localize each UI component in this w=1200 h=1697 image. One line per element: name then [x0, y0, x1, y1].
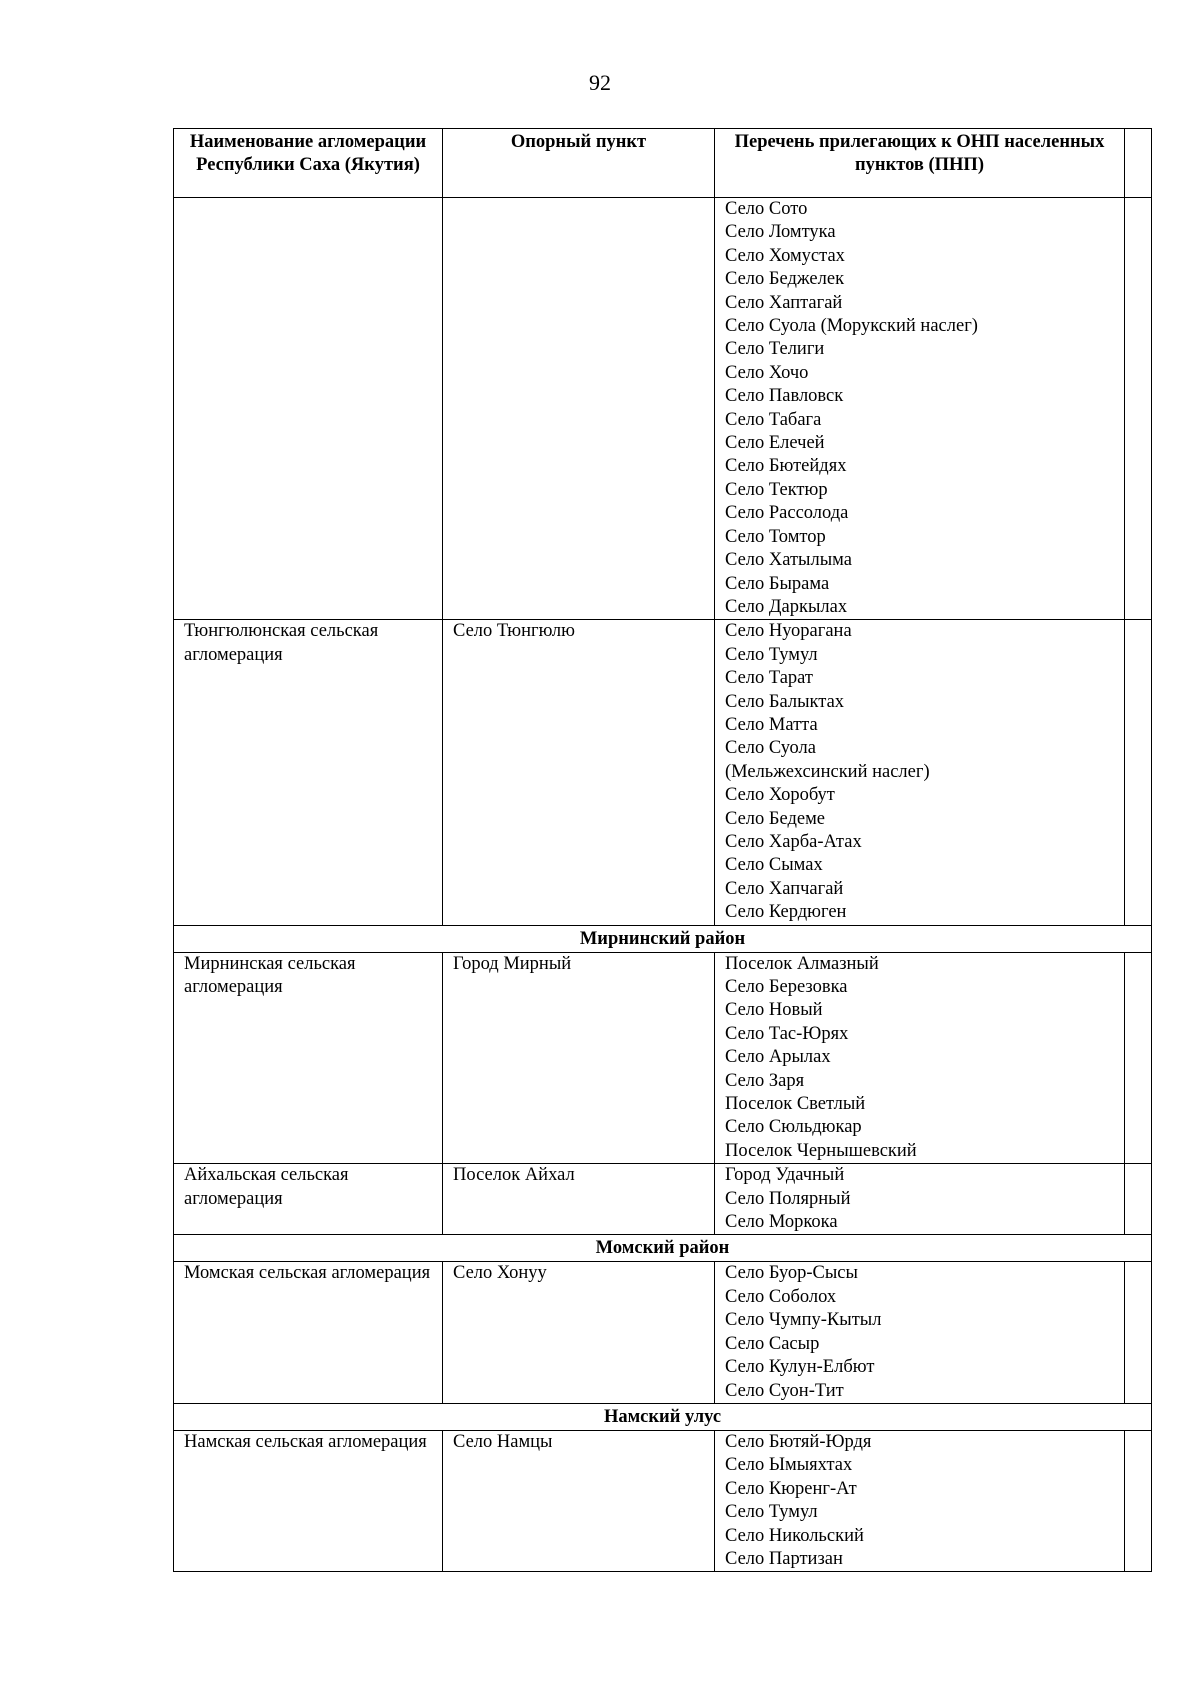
place-item: Село Ымыяхтах [725, 1455, 853, 1476]
adjacent-places-cell [715, 620, 1125, 925]
hub-cell: Поселок Айхал [443, 1164, 715, 1235]
adjacent-places-cell [715, 1164, 1125, 1235]
place-item: Село Матта [725, 714, 818, 735]
district-row [174, 1235, 1152, 1262]
place-item: Село Беджелек [725, 269, 845, 290]
table-row [174, 620, 1152, 925]
place-item: Поселок Алмазный [725, 953, 879, 974]
agglomeration-name-cell: Айхальская сельская агломерация [174, 1164, 443, 1235]
place-item: Село Бютейдях [725, 456, 847, 477]
place-item: Село Бырама [725, 573, 830, 594]
place-item: Село Кулун-Елбют [725, 1357, 875, 1378]
place-item: Село Хомустах [725, 245, 845, 266]
page-number: 92 [589, 70, 611, 95]
adjacent-places-cell [715, 1262, 1125, 1403]
place-item: Село Тас-Юрях [725, 1023, 849, 1044]
extra-column-cell [1125, 620, 1152, 925]
table-row [174, 1164, 1152, 1235]
hub-cell: Город Мирный [443, 952, 715, 1164]
place-item: Село Моркока [725, 1212, 838, 1233]
place-item: Село Сасыр [725, 1333, 820, 1354]
place-item: (Мельжехсинский наслег) [725, 761, 930, 782]
adjacent-places-cell [715, 198, 1125, 620]
table-header-row [174, 129, 1152, 198]
extra-column-cell [1125, 198, 1152, 620]
header-extra-column [1125, 129, 1152, 198]
place-item: Село Сымах [725, 855, 823, 876]
place-item: Поселок Чернышевский [725, 1140, 917, 1161]
district-row [174, 1403, 1152, 1430]
district-row [174, 925, 1152, 952]
place-item: Село Телиги [725, 339, 825, 360]
place-item: Село Хапчагай [725, 878, 844, 899]
header-hub: Опорный пункт [443, 129, 715, 198]
place-item: Село Сюльдюкар [725, 1117, 862, 1138]
place-item: Село Томтор [725, 526, 826, 547]
place-item: Село Рассолода [725, 503, 849, 524]
extra-column-cell [1125, 1430, 1152, 1571]
place-item: Село Хаптагай [725, 292, 843, 313]
table-row [174, 1430, 1152, 1571]
place-item: Село Тарат [725, 668, 814, 689]
place-item: Село Табага [725, 409, 822, 430]
place-item: Село Балыктах [725, 691, 845, 712]
table-row [174, 952, 1152, 1164]
place-item: Село Чумпу-Кытыл [725, 1310, 882, 1331]
extra-column-cell [1125, 952, 1152, 1164]
place-item: Село Харба-Атах [725, 831, 862, 852]
place-item: Село Соболох [725, 1286, 837, 1307]
place-item: Село Хатылыма [725, 550, 852, 571]
agglomeration-name-cell: Намская сельская агломерация [174, 1430, 443, 1571]
place-item: Село Новый [725, 1000, 823, 1021]
table-row [174, 198, 1152, 620]
place-item: Село Суола [725, 738, 817, 759]
place-item: Село Хочо [725, 362, 809, 383]
place-item: Село Арылах [725, 1047, 831, 1068]
place-item: Село Бедеме [725, 808, 826, 829]
place-item: Село Кюренг-Ат [725, 1478, 857, 1499]
header-agglomeration-name: Наименование агломерации Республики Саха (Якутия) [174, 129, 443, 198]
place-item: Поселок Светлый [725, 1094, 866, 1115]
hub-cell: Село Намцы [443, 1430, 715, 1571]
place-item: Село Партизан [725, 1548, 843, 1569]
extra-column-cell [1125, 1164, 1152, 1235]
place-item: Село Суола (Морукский наслег) [725, 316, 978, 337]
place-item: Село Бютяй-Юрдя [725, 1431, 872, 1452]
agglomeration-table [173, 128, 1152, 1572]
place-item: Село Никольский [725, 1525, 864, 1546]
district-title: Намский улус [174, 1403, 1152, 1430]
extra-column-cell [1125, 1262, 1152, 1403]
table-body [174, 198, 1152, 1572]
place-item: Село Полярный [725, 1188, 851, 1209]
place-item: Село Тектюр [725, 479, 828, 500]
place-item: Город Удачный [725, 1165, 845, 1186]
header-adjacent-places: Перечень прилегающих к ОНП населенных пунктов (ПНП) [715, 129, 1125, 198]
adjacent-places-cell [715, 1430, 1125, 1571]
place-item: Село Суон-Тит [725, 1380, 844, 1401]
district-title: Мирнинский район [174, 925, 1152, 952]
hub-cell [443, 198, 715, 620]
place-item: Село Ломтука [725, 222, 836, 243]
agglomeration-name-cell: Тюнгюлюнская сельская агломерация [174, 620, 443, 925]
place-item: Село Березовка [725, 977, 848, 997]
hub-cell: Село Хонуу [443, 1262, 715, 1403]
district-title: Момский район [174, 1235, 1152, 1262]
place-item: Село Заря [725, 1070, 805, 1091]
agglomeration-name-cell: Мирнинская сельская агломерация [174, 952, 443, 1164]
agglomeration-name-cell: Момская сельская агломерация [174, 1262, 443, 1403]
place-item: Село Тумул [725, 644, 818, 665]
place-item: Село Даркылах [725, 596, 848, 617]
place-item: Село Нуорагана [725, 621, 852, 642]
place-item: Село Елечей [725, 433, 825, 454]
place-item: Село Павловск [725, 386, 844, 407]
place-item: Село Тумул [725, 1502, 818, 1523]
hub-cell: Село Тюнгюлю [443, 620, 715, 925]
table-row [174, 1262, 1152, 1403]
place-item: Село Хоробут [725, 785, 835, 806]
place-item: Село Сото [725, 199, 808, 219]
place-item: Село Буор-Сысы [725, 1263, 858, 1284]
agglomeration-name-cell [174, 198, 443, 620]
place-item: Село Кердюген [725, 902, 847, 923]
adjacent-places-cell [715, 952, 1125, 1164]
